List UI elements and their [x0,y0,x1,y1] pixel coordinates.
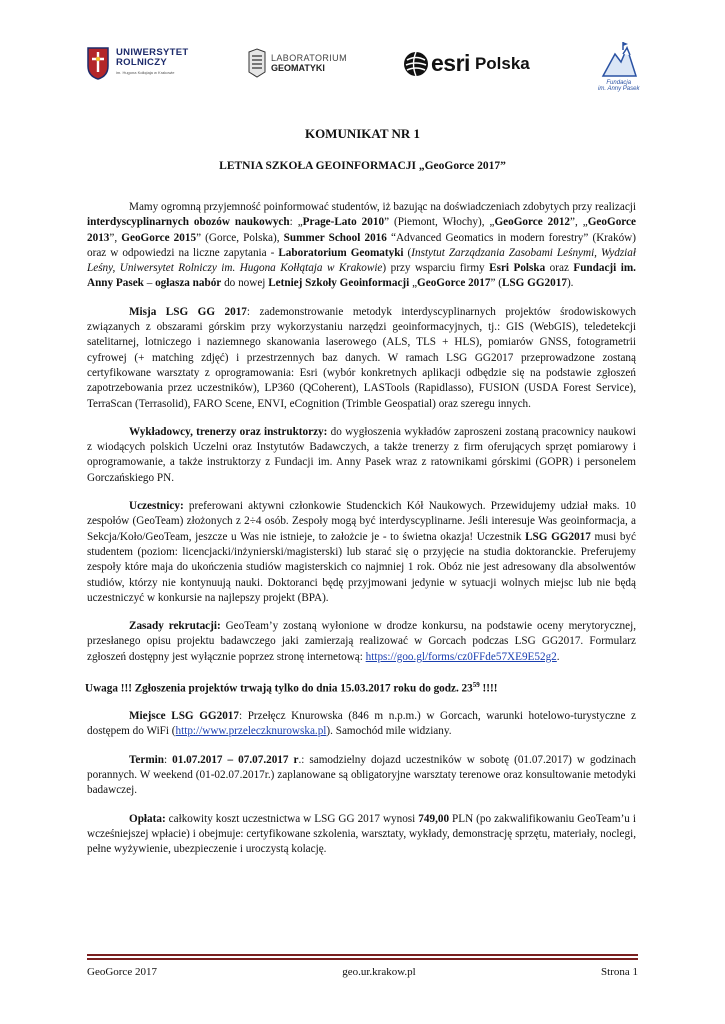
venue-website-link[interactable]: http://www.przeleczknurowska.pl [175,725,327,738]
footer-divider-top [87,954,638,956]
lecturers-label: Wykładowcy, trenerzy oraz instruktorzy: [129,425,328,438]
participants-paragraph: Uczestnicy: preferowani aktywni członkowie Studenckich Kół Naukowych. Przewidujemy udział maks. 10 zespołów (GeoTeam) złożonych z 2÷4 osób. Zespoły mogą być interdyscyplinarne. Jeśli interesuje Was geoinformacja, a Sekcja/Koło/GeoTeam, jeszcze u Was nie istnieje, to założcie je - to świetna okazja! Uczestnik LSG GG2017 musi być studentem (poziom: licencjacki/inżynierski/magisterski) lub starać się o przyjęcie na studia doktoranckie. Preferujemy zespoły które maja do ukończenia studiów magisterskich co najmniej 1 rok. Obóz nie jest adresowany dla absolwentów studiów, którzy nie kontynuują nauki. Doktoranci będę przyjmowani jedynie w sytuacji wolnych miejsc lub nie będą uczestniczyć w konkursie na najlepszy projekt (BPA). [87,500,636,604]
participants-label: Uczestnicy: [129,500,184,513]
dates-paragraph: Termin: 01.07.2017 – 07.07.2017 r.: samodzielny dojazd uczestników w sobotę (01.07.2017) w godzinach porannych. W weekend (01-02.07.2017r.) zaplanowane są obligatoryjne warsztaty terenowe oraz konsultowanie metodyki badawczej. [87,753,637,797]
dates-label: Termin [129,753,165,766]
university-name-line2: ROLNICZY [116,57,167,68]
foundation-logo [598,40,639,92]
venue-label: Miejsce LSG GG2017 [129,710,239,723]
esri-country: Polska [474,53,530,73]
footer-left: GeoGorce 2017 [87,966,157,978]
deadline-notice: Uwaga !!! Zgłoszenia projektów trwają tylko do dnia 15.03.2017 roku do godz. $23^{59}$ !!!! [85,681,498,695]
dates-value: 01.07.2017 – 07.07.2017 r [172,753,299,766]
document-body [87,200,636,870]
university-name-line3: im. Hugona Kołłątaja w Krakowie [116,70,175,75]
foundation-name-line1: Fundacja [606,80,632,86]
university-name-line1: UNIWERSYTET [116,47,189,58]
lecturers-paragraph: Wykładowcy, trenerzy oraz instruktorzy: do wygłoszenia wykładów zaproszeni zostaną pracownicy naukowi z wiodących polskich Uczelni oraz Instytutów Badawczych, a także trenerzy z firm oferujących sprzęt pomiarowy i oprogramowanie, a także instruktorzy z Fundacji im. Anny Pasek wraz z ratownikami górskimi (GOPR) i personelem Gorczańskiego PN. [87,425,636,484]
fee-paragraph: Opłata: całkowity koszt uczestnictwa w LSG GG 2017 wynosi 749,00 PLN (po zakwalifikowaniu GeoTeam’u i wcześniejszej wpłacie) i obejmuje: certyfikowane szkolenia, warsztaty, wykłady, demonstrację sprzętu, materiały, noclegi, pełne wyżywienie, ubezpieczenie i uroczystą kolację. [87,812,637,856]
mission-paragraph: Misja LSG GG 2017: zademonstrowanie metodyk interdyscyplinarnych projektów środowiskowych związanych z obszarami górskim przy wykorzystaniu narzędzi geoinformacyjnych, tj.: GIS (WebGIS), teledetekcji satelitarnej, lotniczego i naziemnego skanowania laserowego (ALS, TLS + HLS), pomiarów GNSS, fotogrametrii cyfrowej (+ matching zdjęć) i przestrzennych baz danych. W ramach LSG GG2017 przeprowadzone zostaną certyfikowane warsztaty z oprogramowania: Esri (wybór konkretnych aplikacji odbędzie się na podstawie zgłoszeń zapotrzebowania przez uczestników), LP360 (QCoherent), LASTools (Rapidlasso), FUSION (USDA Forest Service), TerraScan (Terrasolid), FARO Scene, ENVI, eCognition (Trimble Geospatial) oraz szeregu innych. [87,305,636,410]
footer-page-number: Strona 1 [601,966,638,978]
laboratory-mark-icon [247,48,267,78]
recruitment-label: Zasady rekrutacji: [129,620,221,633]
fee-amount: 749,00 [418,812,450,825]
university-logo [86,46,188,80]
page-footer [87,966,638,978]
intro-paragraph: Mamy ogromną przyjemność poinformować studentów, iż bazując na doświadczeniach zdobytych przy realizacji interdyscyplinarnych obozów naukowych: „Prage-Lato 2010” (Piemont, Włochy), „GeoGorce 2012”, „GeoGorce 2013”, GeoGorce 2015” (Gorce, Polska), Summer School 2016 “Advanced Geomatics in modern forestry” (Kraków) oraz w odpowiedzi na liczne zapytania - Laboratorium Geomatyki (Instytut Zarządzania Zasobami Leśnymi, Wydział Leśny, Uniwersytet Rolniczy im. Hugona Kołłątaja w Krakowie) przy wsparciu firmy Esri Polska oraz Fundacji im. Anny Pasek – ogłasza nabór do nowej Letniej Szkoły Geoinformacji „GeoGorce 2017” (LSG GG2017). [87,201,636,290]
fee-label: Opłata: [129,812,166,825]
application-form-link[interactable]: https://goo.gl/forms/cz0FFde57XE9E52g2 [365,650,557,663]
mission-label: Misja LSG GG 2017 [129,305,247,318]
laboratory-logo [247,48,347,78]
esri-globe-icon [403,51,429,77]
university-crest-icon [86,46,110,80]
foundation-name-line2: im. Anny Pasek [598,86,640,92]
page-title: KOMUNIKAT NR 1 [304,126,421,141]
footer-center: geo.ur.krakow.pl [342,966,416,978]
page-subtitle: LETNIA SZKOŁA GEOINFORMACJI „GeoGorce 2017” [219,160,506,172]
laboratory-name-line1: LABORATORIUM [271,53,347,63]
esri-logo [403,50,530,77]
venue-paragraph: Miejsce LSG GG2017: Przełęcz Knurowska (846 m n.p.m.) w Gorcach, warunki hotelowo-turystyczne z dostępem do WiFi (http://www.przeleczknurowska.pl). Samochód mile widziany. [87,710,637,738]
esri-name: esri [431,50,470,76]
laboratory-name-line2: GEOMATYKI [271,63,325,73]
logo-bar [0,40,725,110]
footer-divider-bottom [87,958,638,960]
recruitment-paragraph: Zasady rekrutacji: GeoTeam’y zostaną wyłonione w drodze konkursu, na podstawie oceny merytorycznej, przesłanego opisu projektu badawczego jaki zamierzają realizować w Gorcach podczas LSG GG2017. Formularz zgłoszeń dostępny jest wyłącznie poprzez stronę internetową: https://goo.gl/forms/cz0FFde57XE9E52g2. [87,620,636,663]
foundation-mountain-icon [599,40,639,80]
